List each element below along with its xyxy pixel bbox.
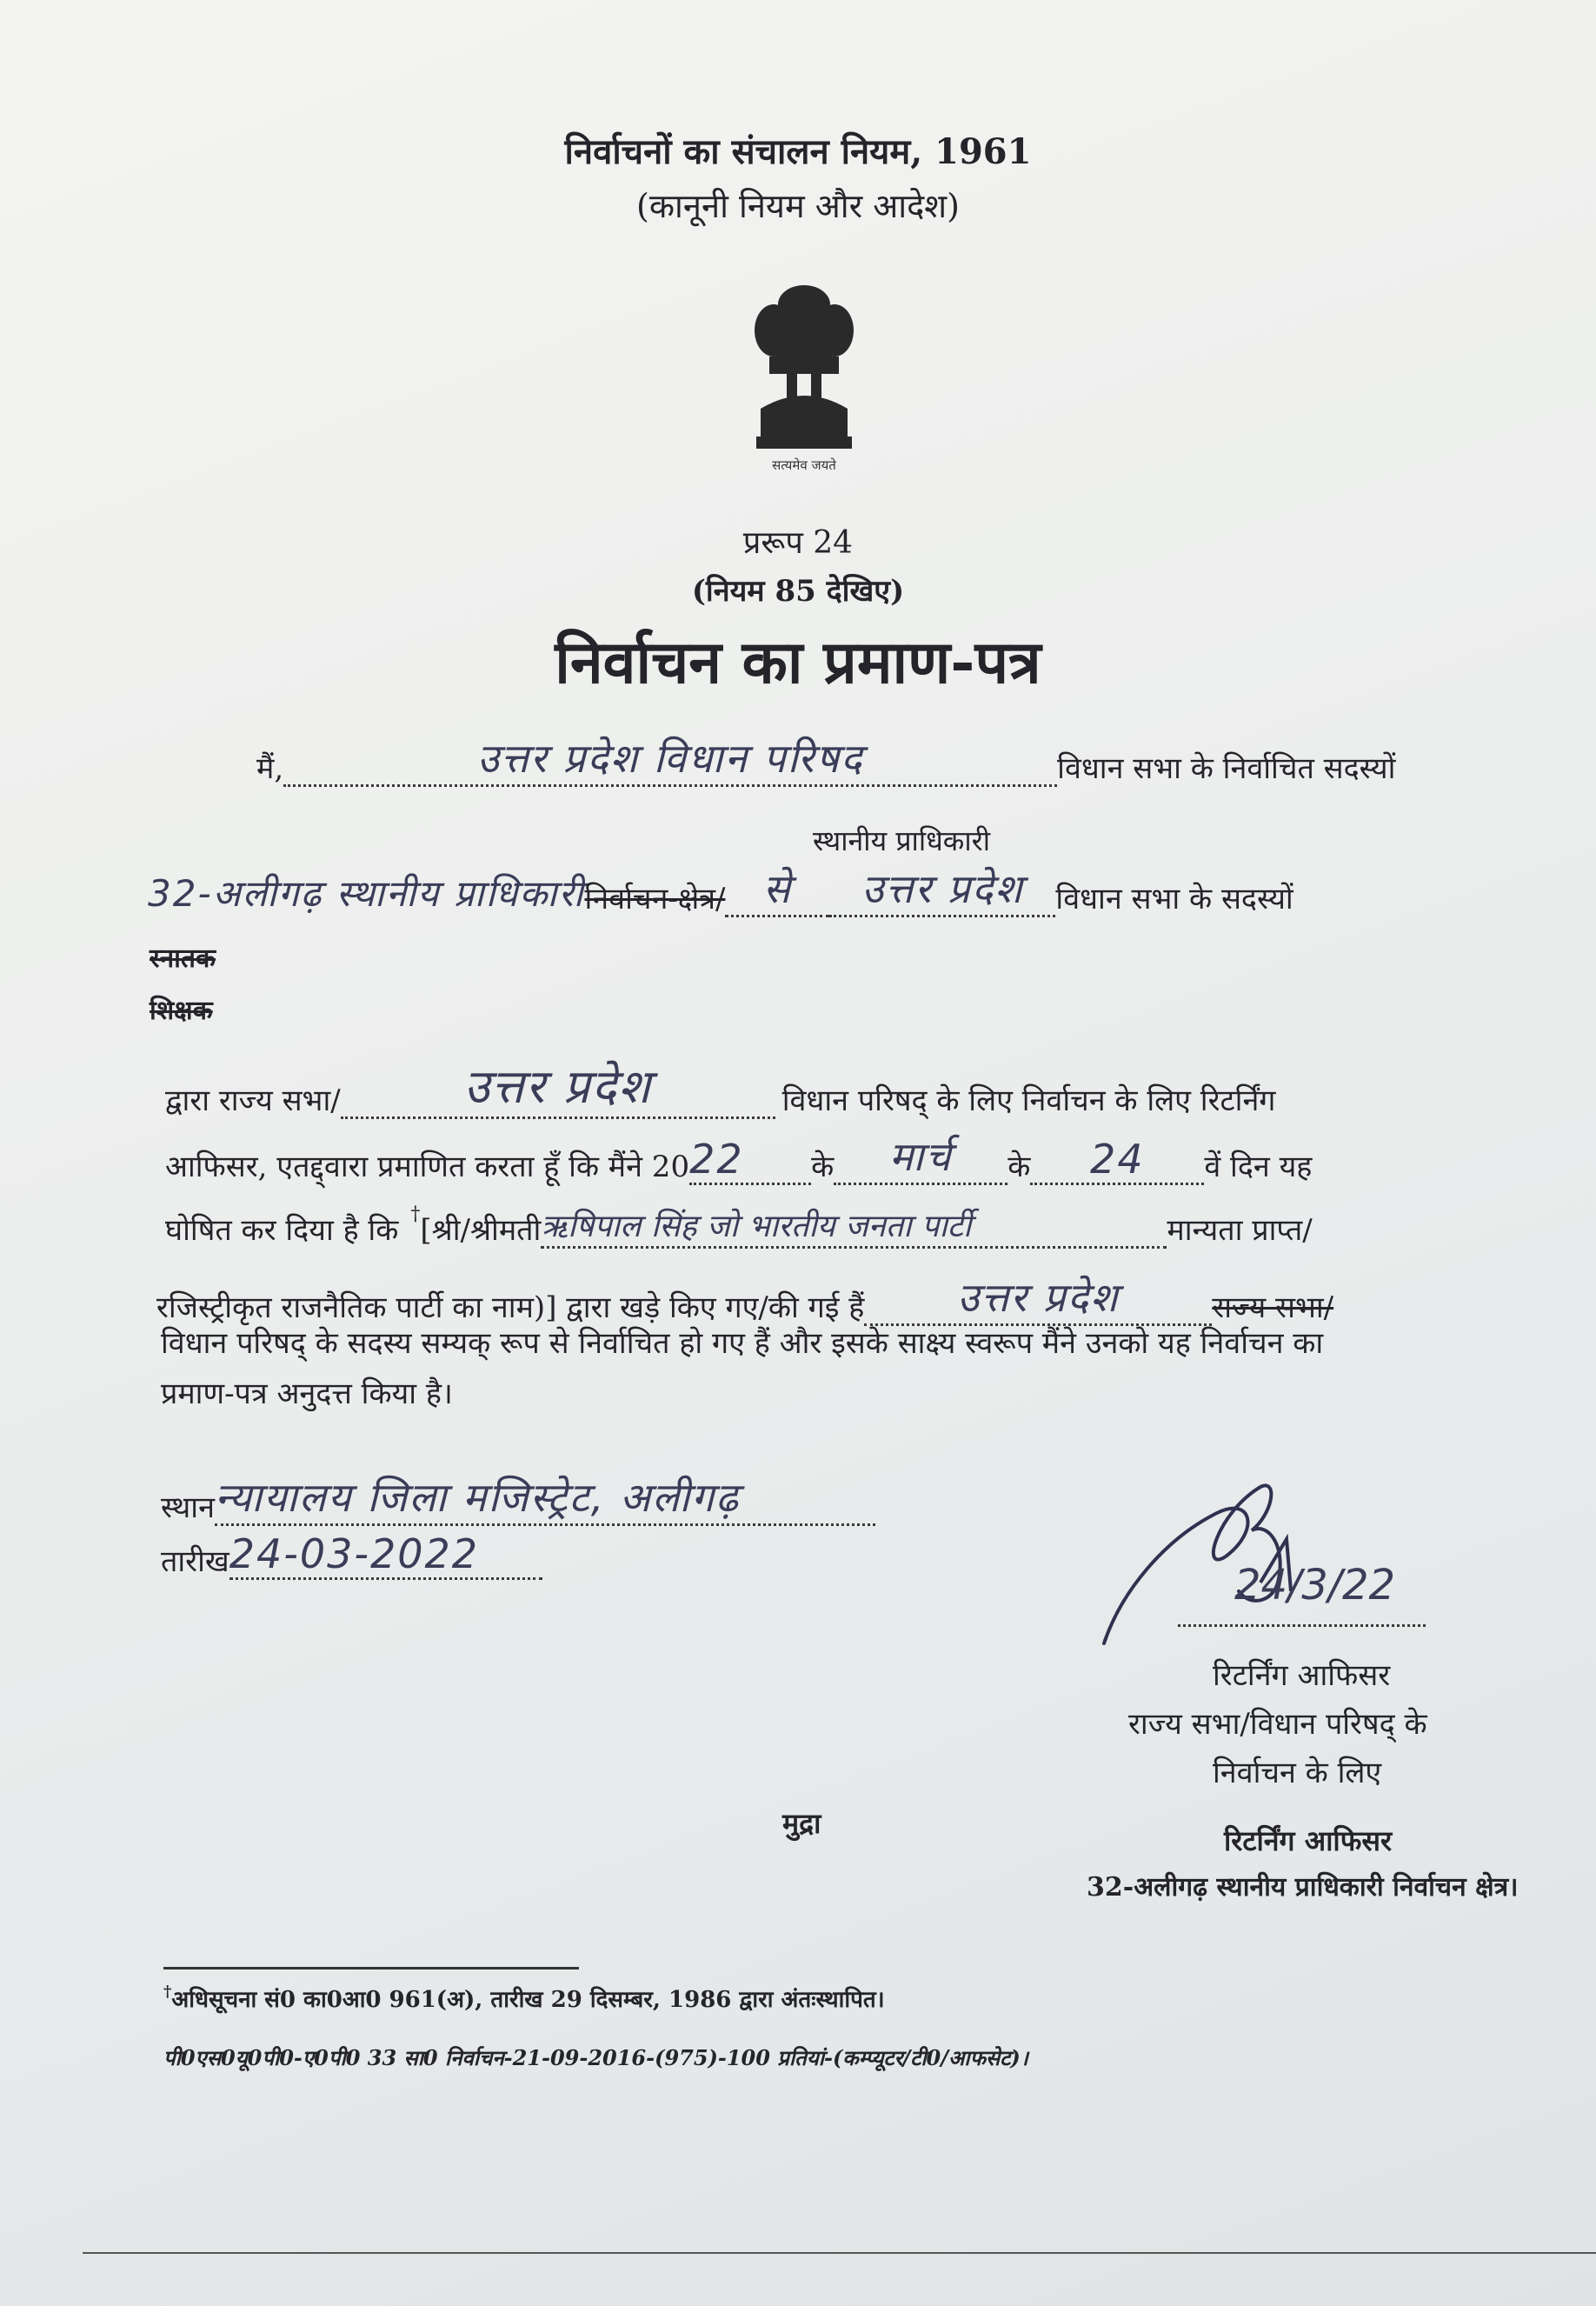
local-authority-label: स्थानीय प्राधिकारी bbox=[813, 824, 991, 857]
place-value: न्यायालय जिला मजिस्ट्रेट, अलीगढ़ bbox=[215, 1470, 875, 1526]
day-field: 24 bbox=[1030, 1136, 1204, 1185]
line5-dagger: † bbox=[410, 1203, 421, 1225]
body-line-1 bbox=[256, 730, 1456, 787]
council-name-field: उत्तर प्रदेश विधान परिषद bbox=[283, 730, 1057, 787]
certificate-title: निर्वाचन का प्रमाण-पत्र bbox=[555, 628, 1041, 697]
line4-suffix: वें दिन यह bbox=[1204, 1150, 1313, 1184]
place-row bbox=[161, 1470, 875, 1526]
rules-subtitle: (कानूनी नियम और आदेश) bbox=[636, 187, 960, 225]
form-number: प्ररूप 24 bbox=[742, 525, 854, 561]
line2-se: से bbox=[725, 861, 829, 917]
rules-title: निर्वाचनों का संचालन नियम, 1961 bbox=[564, 131, 1032, 172]
line6-prefix: रजिस्ट्रीकृत राजनैतिक पार्टी का नाम)] द्वारा खड़े किए गए/की गई हैं bbox=[156, 1290, 865, 1325]
line4-prefix: आफिसर, एतद्द्वारा प्रमाणित करता हूँ कि मैंने 20 bbox=[165, 1150, 690, 1184]
state-field-2: उत्तर प्रदेश bbox=[341, 1052, 775, 1119]
state-field-1: उत्तर प्रदेश bbox=[829, 861, 1055, 917]
line1-prefix: मैं, bbox=[256, 751, 284, 786]
option-graduate: स्नातक bbox=[150, 943, 216, 974]
body-line-6 bbox=[156, 1270, 1460, 1326]
officer-title: रिटर्निंग आफिसर bbox=[1213, 1658, 1391, 1693]
line5-bracket: [श्री/श्रीमती bbox=[420, 1213, 542, 1248]
line2-suffix: विधान सभा के सदस्यों bbox=[1055, 882, 1293, 916]
date-label: तारीख bbox=[161, 1544, 229, 1579]
printer-line: पी0एस0यू0पी0-ए0पी0 33 सा0 निर्वाचन-21-09-2016-(975)-100 प्रतियां-(कम्प्यूटर/टी0/आफसेट)। bbox=[163, 2045, 1028, 2070]
line6-suffix: राज्य सभा/ bbox=[1212, 1290, 1334, 1325]
seal-label: मुद्रा bbox=[782, 1807, 821, 1840]
line2-mid: निर्वाचन-क्षेत्र/ bbox=[584, 882, 726, 916]
constituency-field: 32-अलीगढ़ स्थानीय प्राधिकारी bbox=[148, 872, 585, 915]
body-line-4 bbox=[165, 1129, 1443, 1185]
line4-ke2: के bbox=[1007, 1150, 1031, 1184]
body-line-3 bbox=[165, 1052, 1443, 1119]
bottom-rule bbox=[83, 2252, 1596, 2254]
line3-suffix: विधान परिषद् के लिए निर्वाचन के लिए रिटर्निंग bbox=[781, 1083, 1276, 1118]
emblem-motto: सत्यमेव जयते bbox=[772, 457, 836, 473]
state-emblem bbox=[748, 278, 861, 487]
footnote-marker: † bbox=[163, 1983, 172, 2001]
officer-line-2: राज्य सभा/विधान परिषद् के bbox=[1128, 1707, 1427, 1742]
date-row bbox=[161, 1530, 542, 1580]
form-rule-reference: (नियम 85 देखिए) bbox=[691, 574, 905, 609]
footnote-rule bbox=[163, 1967, 579, 1969]
line3-prefix: द्वारा राज्य सभा/ bbox=[165, 1083, 341, 1118]
body-line-2 bbox=[148, 861, 1460, 917]
signature-line bbox=[1178, 1624, 1426, 1627]
year-field: 22 bbox=[689, 1136, 811, 1185]
month-field: मार्च bbox=[834, 1129, 1007, 1185]
body-line-7: विधान परिषद् के सदस्य सम्यक् रूप से निर्वाचित हो गए हैं और इसके साक्ष्य स्वरूप मैंने उनको यह निर्वाचन का bbox=[161, 1326, 1324, 1361]
line5-prefix: घोषित कर दिया है कि bbox=[165, 1213, 399, 1248]
stamp-subtitle: 32-अलीगढ़ स्थानीय प्राधिकारी निर्वाचन क्षेत्र। bbox=[1087, 1872, 1519, 1903]
option-teacher: शिक्षक bbox=[150, 996, 213, 1026]
stamp-title: रिटर्निंग आफिसर bbox=[1224, 1824, 1393, 1857]
line5-suffix: मान्यता प्राप्त/ bbox=[1167, 1213, 1313, 1248]
body-line-8: प्रमाण-पत्र अनुदत्त किया है। bbox=[161, 1376, 453, 1411]
signature-date: 24/3/22 bbox=[1234, 1561, 1396, 1610]
footnote bbox=[163, 1983, 885, 2014]
candidate-party-field: ऋषिपाल सिंह जो भारतीय जनता पार्टी bbox=[541, 1203, 1167, 1249]
line1-suffix: विधान सभा के निर्वाचित सदस्यों bbox=[1057, 751, 1396, 786]
line4-ke: के bbox=[811, 1150, 835, 1184]
officer-line-3: निर्वाचन के लिए bbox=[1213, 1756, 1382, 1790]
body-line-5 bbox=[165, 1203, 1452, 1249]
date-value: 24-03-2022 bbox=[229, 1530, 542, 1580]
place-label: स्थान bbox=[161, 1490, 215, 1525]
footnote-text: अधिसूचना सं0 का0आ0 961(अ), तारीख 29 दिसम्बर, 1986 द्वारा अंतःस्थापित। bbox=[171, 1987, 885, 2013]
state-field-3: उत्तर प्रदेश bbox=[864, 1270, 1212, 1326]
emblem-icon bbox=[748, 278, 861, 487]
